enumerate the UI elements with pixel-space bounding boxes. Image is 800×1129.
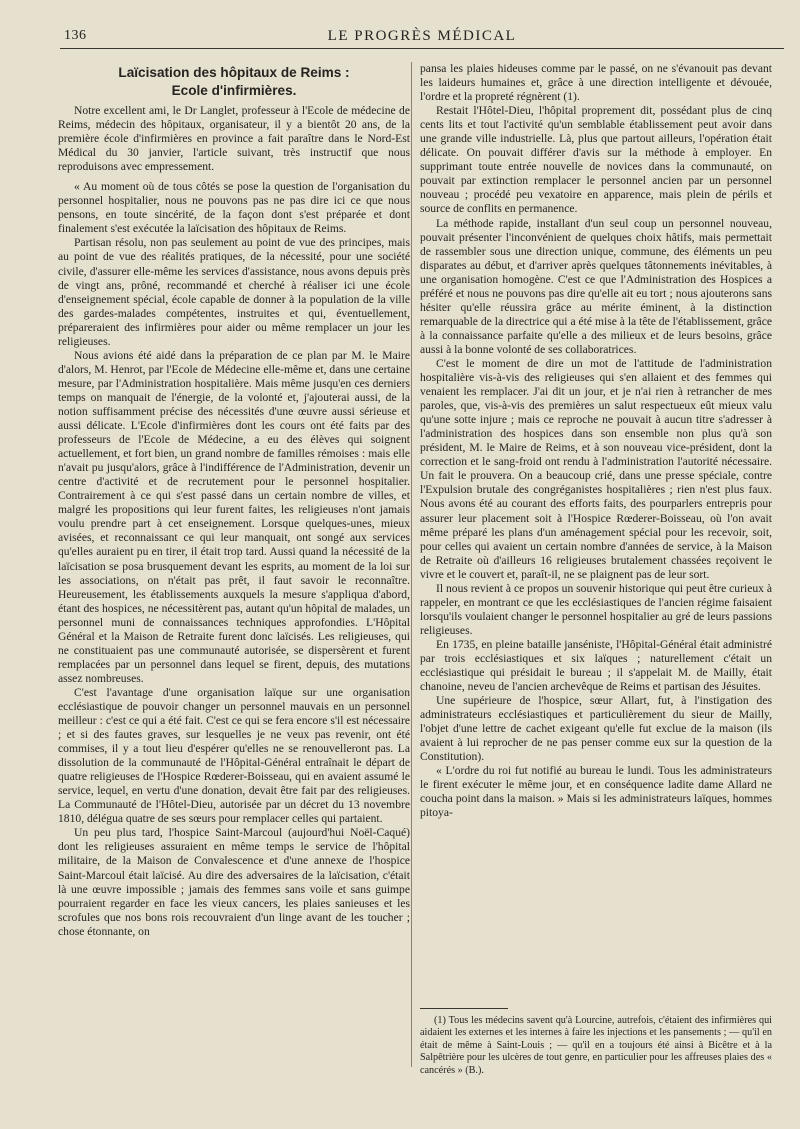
paragraph: C'est le moment de dire un mot de l'attitude de l'administration hospitalière vis-à-vis des religieuses qui s'en allaient et des femmes qui venaient les remplacer. J'ai dit un jour, et je n'ai rien à retrancher de mes paroles, que, vis-à-vis des premières un salut respectueux eût mieux valu qu'une sotte injure ; mais ce reproche ne pouvait à aucun titre s'adresser à l'administration des hospices dans son ensemble non plus qu'à son président, M. le Maire de Reims, et à son nouveau vice-président, dont la correction et le sang-froid ont rendu à l'administration l'autorité nécessaire. Un fait le prouvera. On a beaucoup crié, dans une presse spéciale, contre l'Expulsion brutale des congréganistes hospitalières ; rien n'est plus faux. Nous avons été au courant des efforts faits, des pourparlers entrepris pour assurer leur placement soit à l'Hospice Rœderer-Boisseau, où l'on avait même préparé les plans d'un aménagement spécial pour les recevoir, soit, pour celles qui avaient un certain nombre d'années de service, à la Maison de Retraite où d'ailleurs 16 religieuses brutalement chassées reçoivent le vivre et le couvert et, paraît-il, ne se plaignent pas de leur sort. [420,356,772,581]
paragraph: Restait l'Hôtel-Dieu, l'hôpital proprement dit, possédant plus de cinq cents lits et tout l'activité qu'un semblable établissement peut avoir dans une grande ville industrielle. Là, plus que partout ailleurs, l'opération était délicate. On pouvait différer d'avis sur la méthode à employer. En supprimant toute entrée nouvelle de novices dans la communauté, on pouvait par extinction remplacer le personnel ancien par un personnel nouveau ; procédé peu vexatoire en apparence, mais plein de périls et source de conflits en permanence. [420,104,772,216]
article-subtitle: Ecole d'infirmières. [171,83,297,98]
right-column [420,62,772,821]
page-header [60,26,784,49]
paragraph: « L'ordre du roi fut notifié au bureau le lundi. Tous les administrateurs le firent exécuter le même jour, et en conséquence ladite dame Allard ne coucha point dans la maison. » Mais si les administrateurs laïques, hommes pitoya- [420,764,772,820]
paragraph: pansa les plaies hideuses comme par le passé, on ne s'évanouit pas devant les laideurs humaines et, grâce à une direction intelligente et dévouée, l'ordre et la propreté régnèrent (1). [420,62,772,104]
footnote [420,1015,772,1077]
footnote-text: (1) Tous les médecins savent qu'à Lourcine, autrefois, c'étaient des infirmières qui aidaient les externes et les internes à faire les injections et les pansements ; — qu'il en était de même à Saint-Louis ; — qu'il en a toujours été ainsi à Bicêtre et à la Salpêtrière pour les ulcères de tout genre, en particulier pour les affreuses plaies des « cancérés » (B.). [420,1015,772,1076]
paragraph: Notre excellent ami, le Dr Langlet, professeur à l'Ecole de médecine de Reims, médecin des hôpitaux, organisateur, il y a bientôt 20 ans, de la première école d'infirmières en province a fait paraître dans le Nord-Est Médical du 30 janvier, l'article suivant, très instructif que nous reproduisons avec empressement. [58,104,410,174]
paragraph: Une supérieure de l'hospice, sœur Allart, fut, à l'instigation des administrateurs ecclésiastiques et particulièrement du sieur de Mailly, l'objet d'une lettre de cachet exigeant qu'elle fut exclue de la maison (ils avaient à lui reprocher de ne pas penser comme eux sur la question de la Constitution). [420,694,772,764]
paragraph: En 1735, en pleine bataille janséniste, l'Hôpital-Général était administré par trois ecclésiastiques et six laïques ; naturellement c'était un ecclésiastique qui présidait le bureau ; il s'appelait M. de Mailly, était chanoine, neveu de l'ancien archevêque de Reims et partisan des Jésuites. [420,637,772,694]
paragraph: « Au moment où de tous côtés se pose la question de l'organisation du personnel hospitalier, nous ne pouvons pas ne pas dire ici ce que nous pensons, en toute sincérité, de la façon dont s'est préparée et dont finalement s'est exécutée la laïcisation des hôpitaux de Reims. [58,180,410,236]
paragraph: La méthode rapide, installant d'un seul coup un personnel nouveau, pouvait présenter l'inconvénient de quelques choix hâtifs, mais permettait de rassembler sous une direction unique, commune, des éléments un peu disparates au début, et d'arriver après quelques tâtonnements inévitables, à une organisation homogène. C'est ce que l'Administration des Hospices a préféré et nous ne pouvons pas dire qu'elle ait eu tort ; nous ajouterons sans hésiter qu'elle réussira grâce au mérite éminent, à la distinction remarquable de la directrice qui a été mise à la tête de l'établissement, grâce à la connaissance parfaite qu'elle a des milieux et de leurs besoins, grâce aussi à la bonne volonté de ses collaboratrices. [420,216,772,356]
paragraph: Un peu plus tard, l'hospice Saint-Marcoul (aujourd'hui Noël-Caqué) dont les religieuses assuraient en même temps le service de l'hôpital militaire, de la Maison de Convalescence et d'une annexe de l'hospice Saint-Marcoul était laïcisé. Au dire des adversaires de la laïcisation, c'était là une œuvre impossible ; jamais des femmes sans voile et sans guimpe pourraient regarder en face les vieux cancers, les plaies sanieuses et les scrofules que nos bons rois recouvraient d'un linge avant de les toucher ; chose étonnante, on [58,826,410,938]
paragraph: Il nous revient à ce propos un souvenir historique qui peut être curieux à rappeler, en montrant ce que les ecclésiastiques de l'ancien régime faisaient lorsqu'ils voulaient changer le personnel hospitalier au gré de leurs passions religieuses. [420,581,772,637]
article-title: Laïcisation des hôpitaux de Reims : [118,65,350,80]
column-divider [411,62,412,1067]
left-column [58,62,410,939]
page-number: 136 [64,28,87,43]
footnote-rule [420,1008,508,1009]
paragraph: Partisan résolu, non pas seulement au point de vue des principes, mais au point de vue des réalités pratiques, de la nécessité, pour une société civile, d'assurer elle-même les services d'assistance, nous avons depuis près de vingt ans, prôné, recommandé et cherché à réaliser ici une école d'enseignement spécial, école capable de donner à la population de la ville des gardes-malades compétentes, instruites et qui, éventuellement, prépareraient des infirmières pour aider ou même remplacer un jour les religieuses. [58,236,410,348]
paragraph: Nous avions été aidé dans la préparation de ce plan par M. le Maire d'alors, M. Henrot, par l'Ecole de Médecine elle-même et, dans une certaine mesure, par l'Administration hospitalière. Mais même jusqu'en ces derniers temps on manquait de l'énergie, de la volonté et, j'ajouterai aussi, de la notion suffisamment précise des nécessités d'une œuvre aussi sérieuse et aussi délicate. L'Ecole d'infirmières dont les cours ont été faits par des professeurs de l'Ecole de Médecine, a eu des élèves qui soignent actuellement, et fort bien, un grand nombre de familles rémoises : mais elle n'avait pu jusqu'alors, grâce à l'indifférence de l'Administration, devenir un centre d'activité et de recrutement pour le personnel hospitalier. Contrairement à ce qui s'est passé dans un certain nombre de villes, et malgré les propositions qui leur furent faites, les religieuses n'ont jamais voulu prendre part à cet enseignement. Lorsque quelques-unes, mieux avisées, et reconnaissant ce qui leur manquait, ont songé aux services qu'elles auraient pu en tirer, il était trop tard. Aussi quand la nécessité de la laïcisation se posa brusquement devant les esprits, au moment de la loi sur les associations, on n'était pas prêt, il faut savoir le reconnaître. Heureusement, les établissements auxquels la mesure s'appliqua d'abord, étant des hospices, ne nécessitèrent pas, autant qu'un hôpital de malades, un personnel muni de connaissances techniques approfondies. L'Hôpital Général et la Maison de Retraite furent donc laïcisés. Les religieuses, qui ne constituaient pas une communauté autorisée, se dispersèrent et furent remplacées par un personnel dans lequel se firent, depuis, des mutations assez nombreuses. [58,348,410,685]
paragraph: C'est l'avantage d'une organisation laïque sur une organisation ecclésiastique de pouvoir changer un personnel mauvais en un personnel meilleur : c'est ce qui a été fait. C'est ce qui se fera encore s'il est nécessaire ; et si des fautes graves, sur lesquelles je ne veux pas revenir, ont été commises, il y a tout lieu d'espérer qu'elles ne se renouvelleront pas. La dissolution de la communauté de l'Hôpital-Général entraînait le départ de quatre religieuses de l'Hospice Rœderer-Boisseau, qui en avaient assumé le service, lequel, en vertu d'une donation, devait être fait par des religieuses. La Communauté de l'Hôtel-Dieu, autorisée par un décret du 13 novembre 1810, délégua quatre de ses sœurs pour remplacer celles qui partaient. [58,685,410,826]
running-title: LE PROGRÈS MÉDICAL [327,28,517,44]
